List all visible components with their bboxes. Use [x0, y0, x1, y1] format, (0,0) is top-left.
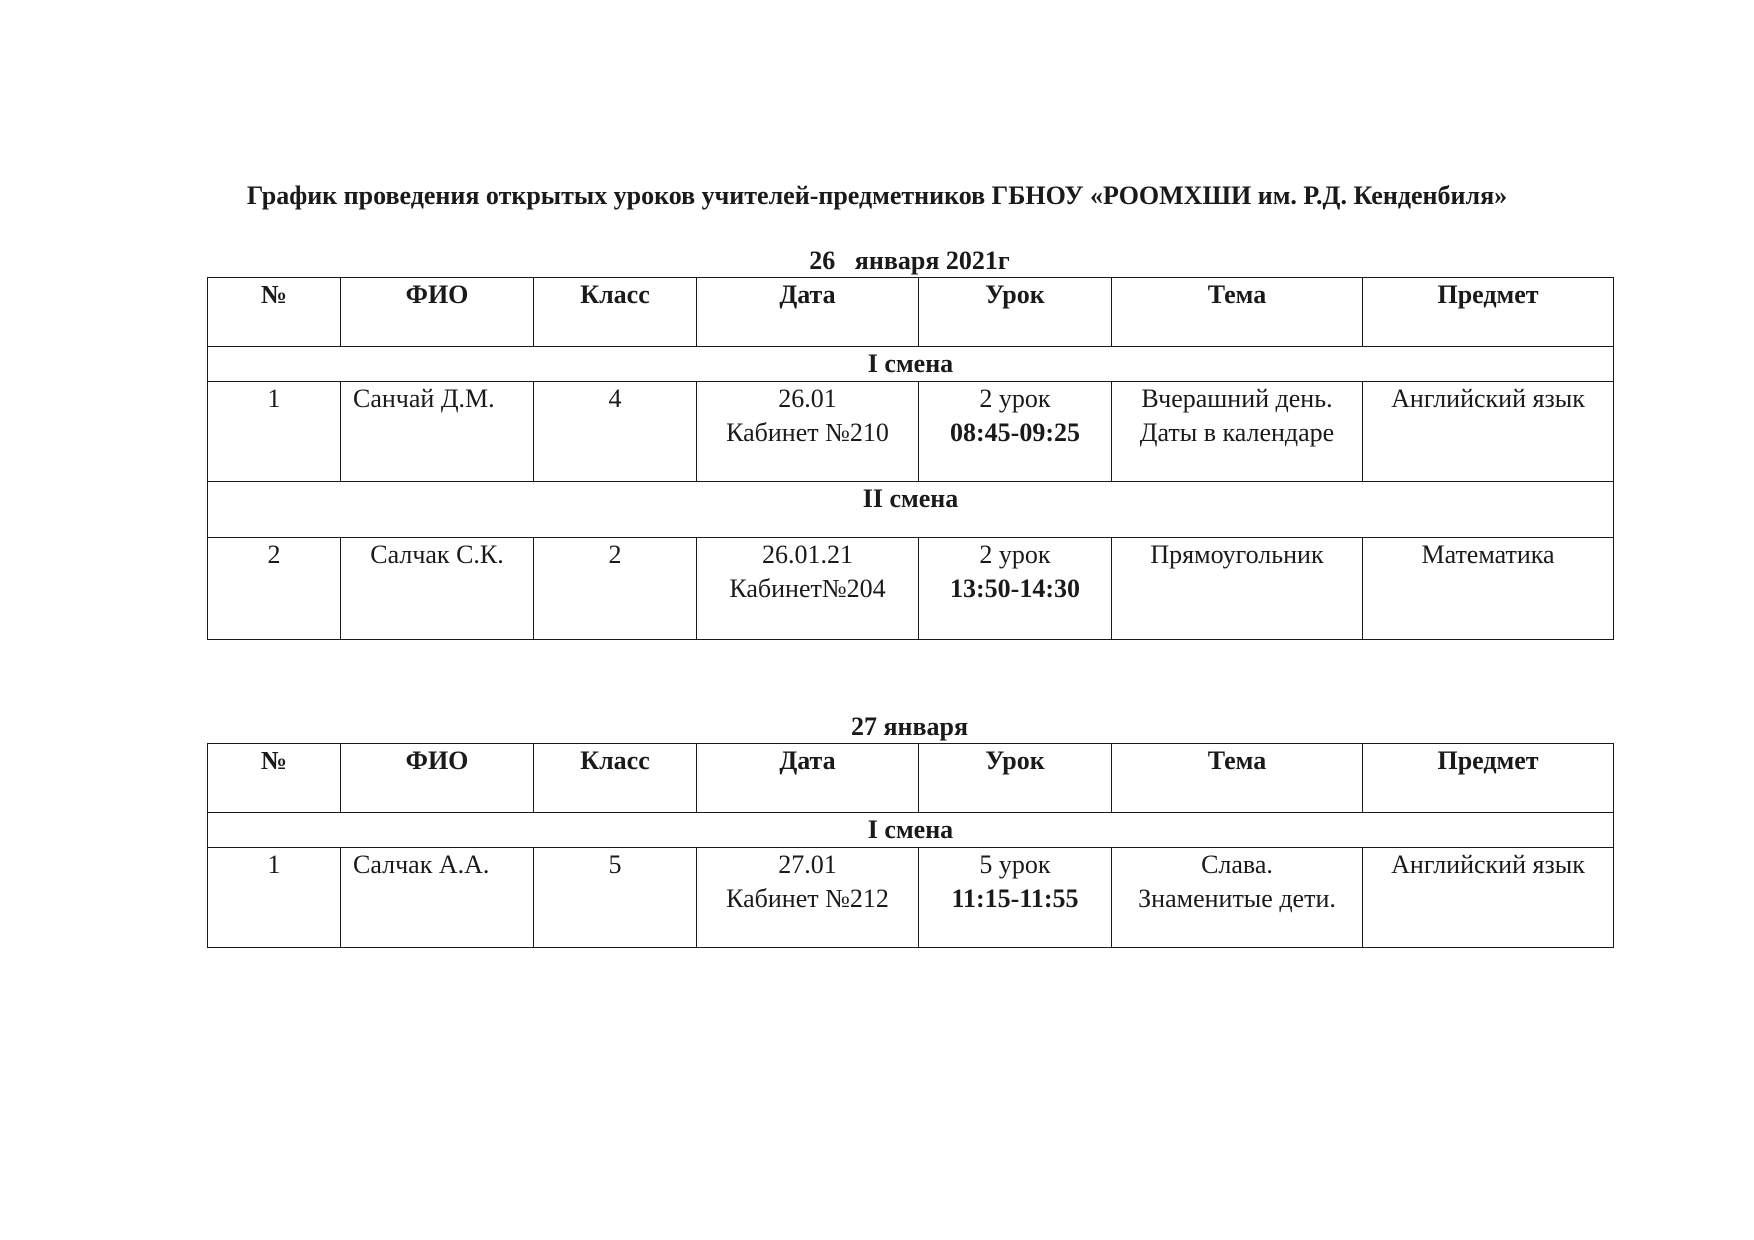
lesson-number: 2 урок	[979, 384, 1051, 413]
date-room-cell	[697, 848, 919, 948]
lesson-number: 2 урок	[979, 540, 1051, 569]
lesson-time: 11:15-11:55	[951, 884, 1079, 913]
schedule-table	[207, 277, 1614, 640]
column-header-lesson: Урок	[919, 744, 1112, 813]
subject: Английский язык	[1363, 848, 1614, 948]
shift-label: II смена	[208, 482, 1614, 538]
classroom: Кабинет№204	[729, 574, 886, 603]
date-room-cell	[697, 538, 919, 640]
date-heading: 27 января	[850, 712, 969, 741]
document-title: График проведения открытых уроков учителей-предметников ГБНОУ «РООМХШИ им. Р.Д. Кенденбиля»	[246, 181, 1508, 210]
lesson-date: 27.01	[778, 850, 837, 879]
column-header-number: №	[208, 744, 341, 813]
topic-line: Слава.	[1201, 850, 1273, 879]
lesson-date: 26.01	[778, 384, 837, 413]
lesson-cell	[919, 538, 1112, 640]
classroom: Кабинет №212	[726, 884, 889, 913]
class-number: 5	[534, 848, 697, 948]
table-header-row	[208, 278, 1614, 347]
column-header-topic: Тема	[1112, 278, 1363, 347]
teacher-name: Салчак А.А.	[341, 848, 534, 948]
column-header-class: Класс	[534, 278, 697, 347]
lesson-time: 08:45-09:25	[950, 418, 1080, 447]
column-header-class: Класс	[534, 744, 697, 813]
topic-line: Вчерашний день.	[1141, 384, 1333, 413]
table-row	[208, 538, 1614, 640]
row-number: 1	[208, 848, 341, 948]
topic-cell	[1112, 382, 1363, 482]
lesson-cell	[919, 382, 1112, 482]
column-header-subject: Предмет	[1363, 278, 1614, 347]
row-number: 1	[208, 382, 341, 482]
lesson-number: 5 урок	[979, 850, 1051, 879]
topic-cell	[1112, 538, 1363, 640]
lesson-date: 26.01.21	[762, 540, 853, 569]
class-number: 4	[534, 382, 697, 482]
column-header-date: Дата	[697, 744, 919, 813]
teacher-name: Санчай Д.М.	[341, 382, 534, 482]
date-heading: 26 января 2021г	[809, 246, 1010, 275]
topic-cell	[1112, 848, 1363, 948]
column-header-name: ФИО	[341, 744, 534, 813]
lesson-cell	[919, 848, 1112, 948]
topic-line: Даты в календаре	[1139, 418, 1335, 447]
table-row	[208, 382, 1614, 482]
shift-row	[208, 482, 1614, 538]
teacher-name: Салчак С.К.	[341, 538, 534, 640]
classroom: Кабинет №210	[726, 418, 889, 447]
subject: Английский язык	[1363, 382, 1614, 482]
column-header-date: Дата	[697, 278, 919, 347]
column-header-lesson: Урок	[919, 278, 1112, 347]
column-header-number: №	[208, 278, 341, 347]
table-row	[208, 848, 1614, 948]
date-room-cell	[697, 382, 919, 482]
shift-row	[208, 813, 1614, 848]
row-number: 2	[208, 538, 341, 640]
column-header-subject: Предмет	[1363, 744, 1614, 813]
class-number: 2	[534, 538, 697, 640]
shift-label: I смена	[208, 347, 1614, 382]
column-header-name: ФИО	[341, 278, 534, 347]
topic-line: Знаменитые дети.	[1138, 884, 1336, 913]
shift-row	[208, 347, 1614, 382]
subject: Математика	[1363, 538, 1614, 640]
topic-line: Прямоугольник	[1150, 540, 1324, 569]
lesson-time: 13:50-14:30	[950, 574, 1080, 603]
schedule-table	[207, 743, 1614, 948]
shift-label: I смена	[208, 813, 1614, 848]
column-header-topic: Тема	[1112, 744, 1363, 813]
table-header-row	[208, 744, 1614, 813]
